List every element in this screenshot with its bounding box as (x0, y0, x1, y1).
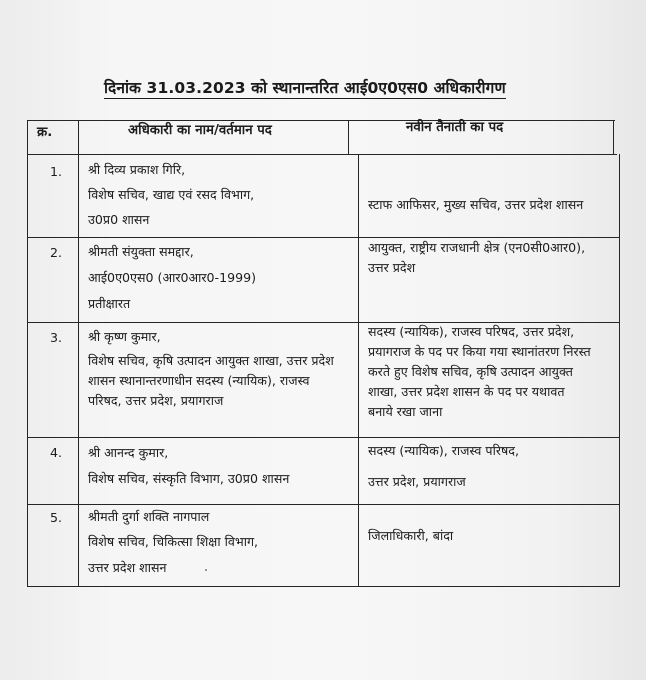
row-serial: 3. (50, 330, 63, 345)
posting-line: सदस्य (न्यायिक), राजस्व परिषद, (368, 443, 519, 458)
officer-line: श्रीमती संयुक्ता समद्दार, (88, 244, 194, 259)
header-officer: अधिकारी का नाम/वर्तमान पद (128, 123, 272, 138)
officer-line: आई0ए0एस0 (आर0आर0-1999) (88, 270, 257, 285)
posting-line: जिलाधिकारी, बांदा (368, 528, 454, 543)
posting-line: आयुक्त, राष्ट्रीय राजधानी क्षेत्र (एन0सी0आर0), (368, 240, 586, 255)
table-rule (358, 154, 359, 587)
table-rule (78, 120, 79, 587)
posting-line: उत्तर प्रदेश (368, 260, 416, 275)
ink-speck (205, 569, 207, 571)
officer-line: श्री आनन्द कुमार, (88, 445, 169, 460)
officer-line: श्री कृष्ण कुमार, (88, 329, 161, 344)
officer-line: प्रतीक्षारत (88, 296, 131, 311)
header-serial: क्र. (37, 125, 53, 140)
table-rule (619, 154, 620, 587)
table-rule (613, 120, 614, 155)
officer-line: विशेष सचिव, चिकित्सा शिक्षा विभाग, (88, 534, 259, 549)
officer-line: परिषद, उत्तर प्रदेश, प्रयागराज (88, 393, 224, 408)
officer-line: उ0प्र0 शासन (88, 212, 150, 227)
posting-line: बनाये रखा जाना (368, 404, 443, 419)
row-serial: 4. (50, 445, 63, 460)
officer-line: शासन स्थानान्तरणाधीन सदस्य (न्यायिक), राजस्व (88, 373, 310, 388)
row-serial: 5. (50, 510, 63, 525)
posting-line: उत्तर प्रदेश, प्रयागराज (368, 474, 466, 489)
officer-line: विशेष सचिव, खाद्य एवं रसद विभाग, (88, 187, 255, 202)
officer-line: श्रीमती दुर्गा शक्ति नागपाल (88, 509, 210, 524)
row-serial: 1. (50, 164, 63, 179)
officer-line: उत्तर प्रदेश शासन (88, 560, 167, 575)
posting-line: स्टाफ आफिसर, मुख्य सचिव, उत्तर प्रदेश शासन (368, 197, 584, 212)
officer-line: श्री दिव्य प्रकाश गिरि, (88, 162, 186, 177)
officer-line: विशेष सचिव, कृषि उत्पादन आयुक्त शाखा, उत्तर प्रदेश (88, 353, 334, 368)
table-rule (27, 120, 615, 121)
table-rule (27, 437, 620, 438)
document-title: दिनांक 31.03.2023 को स्थानान्तरित आई0ए0एस0 अधिकारीगण (104, 79, 506, 97)
posting-line: शाखा, उत्तर प्रदेश शासन के पद पर यथावत (368, 384, 565, 399)
officer-line: विशेष सचिव, संस्कृति विभाग, उ0प्र0 शासन (88, 471, 290, 486)
header-new-posting: नवीन तैनाती का पद (406, 120, 504, 135)
posting-line: करते हुए विशेष सचिव, कृषि उत्पादन आयुक्त (368, 364, 573, 379)
table-rule (27, 504, 620, 505)
row-serial: 2. (50, 245, 63, 260)
table-rule (27, 120, 28, 587)
table-rule (27, 586, 620, 587)
table-rule (348, 120, 349, 155)
table-rule (27, 154, 617, 155)
posting-line: प्रयागराज के पद पर किया गया स्थानांतरण निरस्त (368, 344, 591, 359)
posting-line: सदस्य (न्यायिक), राजस्व परिषद, उत्तर प्रदेश, (368, 324, 575, 339)
